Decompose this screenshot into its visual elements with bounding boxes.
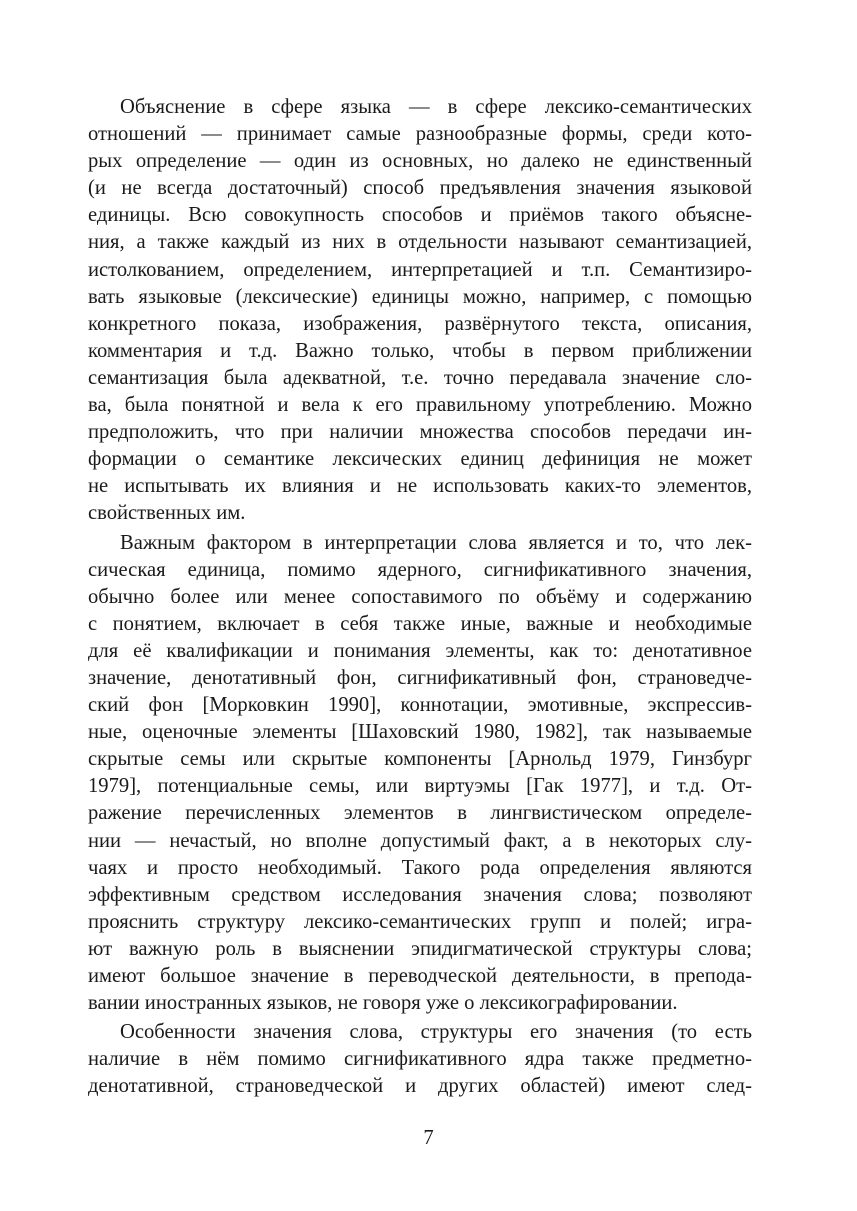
text-line: конкретного показа, изображения, развёрнутого текста, описания, (88, 312, 752, 335)
page-number: 7 (423, 1127, 434, 1149)
text-line: ния, а также каждый из них в отдельности называют семантизацией, (88, 231, 752, 254)
text-line: чаях и просто необходимый. Такого рода определения являются (88, 856, 752, 879)
text-line: формации о семантике лексических единиц дефиниция не может (88, 448, 752, 471)
text-line: вать языковые (лексические) единицы можно, например, с помощью (88, 285, 752, 308)
text-line: предположить, что при наличии множества способов передачи ин- (88, 421, 752, 444)
text-line: не испытывать их влияния и не использовать каких-то элементов, (88, 475, 752, 498)
text-line: отношений — принимает самые разнообразные формы, среди кото- (88, 123, 752, 146)
text-line: ражение перечисленных элементов в лингвистическом определе- (88, 802, 752, 825)
paragraph-1 (88, 94, 752, 528)
text-line: вании иностранных языков, не говоря уже о лексикографировании. (88, 992, 678, 1015)
text-line: имеют большое значение в переводческой деятельности, в препода- (88, 965, 752, 987)
text-line: с понятием, включает в себя также иные, важные и необходимые (88, 612, 752, 635)
text-line: нии — нечастый, но вполне допустимый факт, а в некоторых слу- (88, 829, 752, 852)
text-line: ва, была понятной и вела к его правильному употреблению. Можно (88, 394, 752, 417)
text-line: 1979], потенциальные семы, или виртуэмы [Гак 1977], и т.д. От- (88, 775, 752, 798)
text-line: истолкованием, определением, интерпретацией и т.п. Семантизиро- (88, 258, 752, 281)
paragraph-2 (88, 530, 752, 1018)
text-line: ют важную роль в выяснении эпидигматической структуры слова; (88, 937, 752, 960)
text-line: ные, оценочные элементы [Шаховский 1980, 1982], так называемые (88, 721, 752, 744)
text-line: значение, денотативный фон, сигнификативный фон, страноведче- (88, 666, 752, 689)
text-line: скрытые семы или скрытые компоненты [Арнольд 1979, Гинзбург (88, 748, 752, 771)
text-line: свойственных им. (88, 502, 246, 525)
text-line: наличие в нём помимо сигнификативного ядра также предметно- (88, 1048, 752, 1071)
main-text (88, 94, 752, 1100)
text-line: (и не всегда достаточный) способ предъявления значения языковой (88, 177, 752, 200)
text-line: ский фон [Морковкин 1990], коннотации, эмотивные, экспрессив- (88, 694, 752, 717)
text-line: Важным фактором в интерпретации слова является и то, что лек- (120, 531, 752, 554)
text-line: сическая единица, помимо ядерного, сигнификативного значения, (88, 558, 752, 581)
text-line: Объяснение в сфере языка — в сфере лексико-семантических (120, 96, 752, 118)
text-line: Особенности значения слова, структуры его значения (то есть (120, 1021, 752, 1044)
text-line: обычно более или менее сопоставимого по объёму и содержанию (88, 585, 752, 608)
paragraph-3 (88, 1019, 752, 1100)
text-line: денотативной, страноведческой и других областей) имеют след- (88, 1075, 752, 1098)
text-line: прояснить структуру лексико-семантических групп и полей; игра- (88, 910, 752, 933)
text-line: семантизация была адекватной, т.е. точно передавала значение сло- (88, 366, 752, 389)
text-line: комментария и т.д. Важно только, чтобы в первом приближении (88, 339, 752, 362)
text-line: для её квалификации и понимания элементы, как то: денотативное (88, 639, 752, 662)
text-line: эффективным средством исследования значения слова; позволяют (88, 883, 752, 906)
text-line: единицы. Всю совокупность способов и приёмов такого объясне- (88, 204, 752, 227)
text-line: рых определение — один из основных, но далеко не единственный (88, 150, 752, 173)
